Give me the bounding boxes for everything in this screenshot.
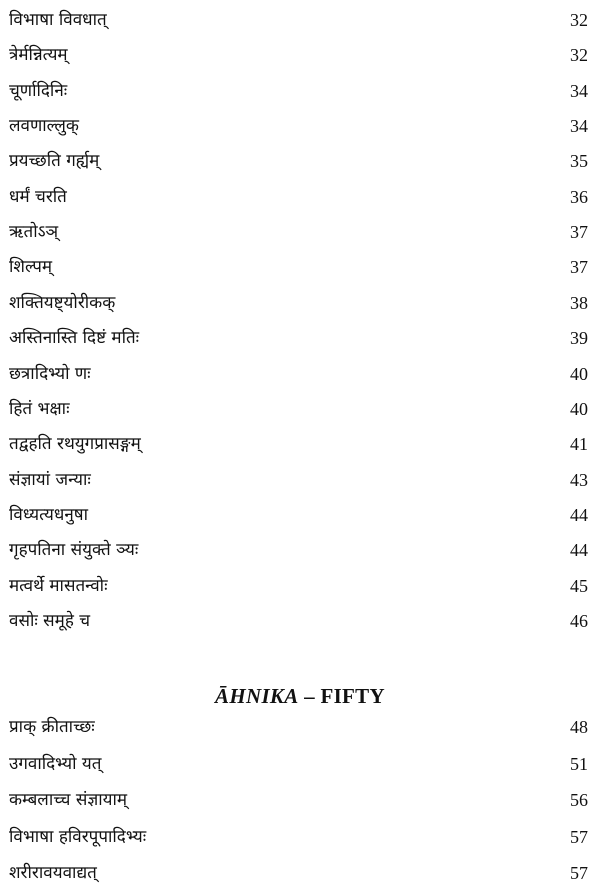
entry-page-number: 38 (570, 292, 588, 313)
entry-page-number: 44 (570, 540, 588, 561)
entry-page-number: 44 (570, 504, 588, 525)
entry-page-number: 40 (570, 363, 588, 384)
entry-page-number: 57 (570, 826, 588, 847)
toc-entry (9, 321, 588, 355)
entry-title: अस्तिनास्ति दिष्टं मतिः (9, 328, 140, 349)
section-heading (0, 678, 600, 714)
entry-page-number: 34 (570, 80, 588, 101)
toc-entry (9, 820, 588, 854)
toc-entry (9, 250, 588, 284)
entry-title: चूर्णादिनिः (9, 80, 68, 101)
entry-title: छत्रादिभ्यो णः (9, 363, 91, 384)
entry-title: गृहपतिना संयुक्ते ञ्यः (9, 540, 139, 561)
entry-title: हितं भक्षाः (9, 398, 70, 419)
entry-page-number: 45 (570, 575, 588, 596)
entry-page-number: 51 (570, 753, 588, 774)
toc-entry (9, 710, 588, 744)
entry-title: विभाषा विवधात् (9, 10, 107, 30)
toc-entry (9, 856, 588, 890)
entry-title: त्रेर्मन्नित्यम् (9, 45, 68, 66)
entry-title: शक्तियष्ट्योरीकक् (9, 292, 116, 313)
entry-page-number: 35 (570, 151, 588, 172)
entry-title: शिल्पम् (9, 257, 53, 278)
entry-page-number: 32 (570, 45, 588, 66)
toc-entry (9, 180, 588, 214)
toc-entry (9, 783, 588, 817)
entry-page-number: 37 (570, 257, 588, 278)
entry-title: विध्यत्यधनुषा (9, 504, 89, 525)
toc-entry (9, 286, 588, 320)
toc-entry (9, 38, 588, 72)
entry-page-number: 40 (570, 398, 588, 419)
entry-title: शरीरावयवाद्यत् (9, 863, 97, 883)
entry-title: प्रयच्छति गर्ह्यम् (9, 151, 100, 172)
section-heading-number: – FIFTY (298, 684, 385, 708)
toc-entry (9, 357, 588, 391)
toc-entry (9, 463, 588, 497)
entry-title: विभाषा हविरपूपादिभ्यः (9, 826, 147, 847)
toc-entry (9, 533, 588, 567)
entry-title: उगवादिभ्यो यत् (9, 753, 102, 774)
entry-title: संज्ञायां जन्याः (9, 469, 91, 490)
entry-page-number: 32 (570, 10, 588, 30)
entry-page-number: 56 (570, 790, 588, 810)
entry-title: कम्बलाच्च संज्ञायाम् (9, 790, 128, 810)
entry-page-number: 43 (570, 469, 588, 490)
entry-page-number: 39 (570, 328, 588, 349)
toc-entry (9, 3, 588, 37)
entry-page-number: 41 (570, 434, 588, 455)
entry-title: मत्वर्थे मासतन्वोः (9, 575, 108, 596)
entry-page-number: 46 (570, 610, 588, 631)
entry-title: तद्वहति रथयुगप्रासङ्गम् (9, 434, 141, 455)
entry-page-number: 57 (570, 863, 588, 883)
entry-page-number: 37 (570, 222, 588, 243)
entry-title: प्राक् क्रीताच्छः (9, 717, 95, 737)
entry-page-number: 34 (570, 116, 588, 137)
section-heading-ahnika: ĀHNIKA (215, 684, 299, 708)
entry-title: लवणाल्लुक् (9, 116, 79, 137)
toc-entry (9, 747, 588, 781)
toc-entry (9, 392, 588, 426)
toc-entry (9, 604, 588, 638)
toc-entry (9, 144, 588, 178)
entry-title: वसोः समूहे च (9, 610, 91, 631)
entry-page-number: 48 (570, 717, 588, 737)
entry-page-number: 36 (570, 186, 588, 207)
entry-title: ऋतोऽञ् (9, 222, 59, 243)
entry-title: धर्मं चरति (9, 186, 67, 207)
toc-entry (9, 569, 588, 603)
toc-entry (9, 74, 588, 108)
toc-entry (9, 498, 588, 532)
toc-entry (9, 427, 588, 461)
toc-entry (9, 215, 588, 249)
toc-entry (9, 109, 588, 143)
